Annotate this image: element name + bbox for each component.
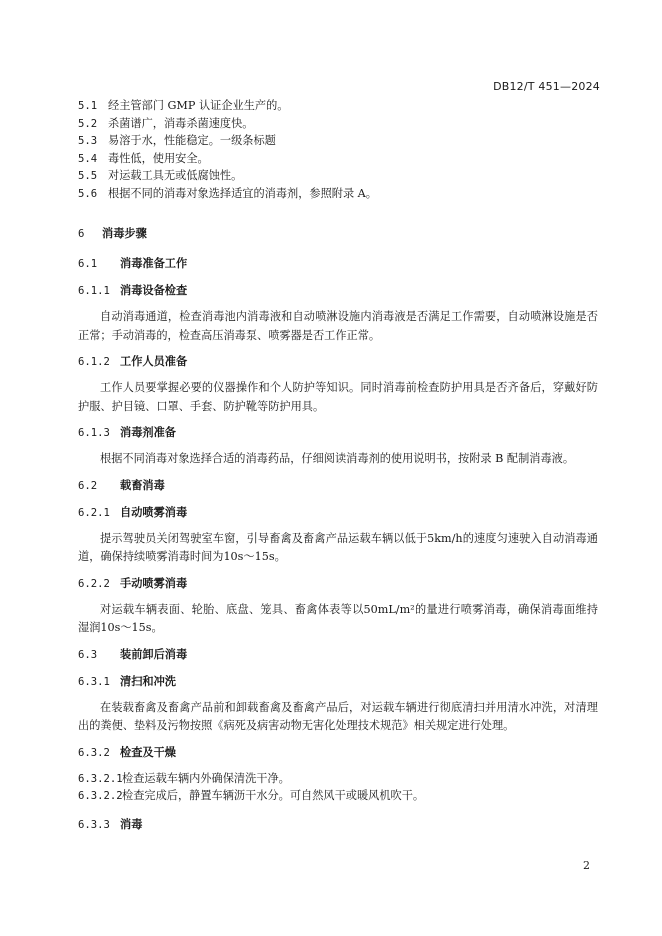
document-body — [78, 97, 598, 835]
section-6-3-3-heading — [78, 815, 598, 835]
list-item-number: 5.2 — [78, 117, 98, 130]
list-item-number: 5.1 — [78, 100, 98, 112]
heading-title: 消毒准备工作 — [120, 257, 188, 270]
heading-title: 载畜消毒 — [120, 478, 165, 492]
section-6-2-1-heading — [78, 503, 598, 523]
heading-number: 6.1.2 — [78, 356, 110, 368]
heading-number: 6.2 — [78, 479, 98, 492]
page-number: 2 — [583, 859, 590, 872]
heading-title: 清扫和冲洗 — [120, 674, 176, 688]
list-item — [78, 132, 598, 150]
section-6-1-1-heading — [78, 281, 598, 301]
list-item — [78, 150, 598, 168]
section-6-3-1-paragraph: 在装载畜禽及畜禽产品前和卸载畜禽及畜禽产品后，对运载车辆进行彻底清扫并用清水冲洗，对清理出的粪便、垫料及污物按照《病死及病害动物无害化处理技术规范》相关规定进行处理。 — [78, 700, 598, 732]
heading-title: 消毒设备检查 — [120, 284, 188, 297]
list-item-text: 毒性低，使用安全。 — [108, 151, 209, 165]
section-5-list — [78, 97, 598, 202]
list-item — [78, 185, 598, 203]
heading-number: 6.1.3 — [78, 427, 110, 439]
heading-title: 消毒 — [120, 817, 143, 831]
section-6-1-2-paragraph: 工作人员要掌握必要的仪器操作和个人防护等知识。同时消毒前检查防护用具是否齐备后，穿戴好防护服、护目镜、口罩、手套、防护靴等防护用具。 — [78, 381, 598, 413]
section-6-1-heading — [78, 254, 598, 274]
section-6-2-1-paragraph: 提示驾驶员关闭驾驶室车窗，引导畜禽及畜禽产品运载车辆以低于5km/h的速度匀速驶入自动消毒通道，确保持续喷雾消毒时间为10s～15s。 — [78, 531, 598, 563]
heading-number: 6.1.1 — [78, 285, 110, 297]
list-item — [78, 115, 598, 133]
list-item — [78, 787, 598, 805]
heading-title: 自动喷雾消毒 — [120, 505, 188, 519]
heading-number: 6 — [78, 228, 85, 240]
list-item-text: 易溶于水，性能稳定。一级条标题 — [108, 134, 276, 147]
section-6-2-heading — [78, 476, 598, 496]
list-item — [78, 97, 598, 115]
heading-number: 6.3.3 — [78, 818, 110, 831]
list-item — [78, 770, 598, 788]
list-item-text: 检查完成后，静置车辆沥干水分。可自然风干或暖风机吹干。 — [122, 789, 425, 802]
heading-number: 6.3.1 — [78, 675, 110, 688]
list-item-text: 根据不同的消毒对象选择适宜的消毒剂，参照附录 A。 — [108, 186, 377, 200]
heading-number: 6.3.2 — [78, 746, 110, 759]
list-item-text: 对运载工具无或低腐蚀性。 — [108, 169, 243, 182]
section-6-heading — [78, 224, 598, 244]
list-item-text: 杀菌谱广，消毒杀菌速度快。 — [108, 116, 254, 130]
heading-number: 6.1 — [78, 258, 98, 270]
heading-number: 6.3 — [78, 648, 98, 661]
section-6-1-2-heading — [78, 352, 598, 372]
heading-title: 手动喷雾消毒 — [120, 576, 188, 590]
section-6-3-2-heading — [78, 743, 598, 763]
document-code: DB12/T 451—2024 — [493, 80, 600, 93]
heading-title: 检查及干燥 — [120, 745, 176, 759]
section-6-3-heading — [78, 645, 598, 665]
list-item-number: 5.6 — [78, 187, 98, 200]
section-6-1-1-paragraph: 自动消毒通道，检查消毒池内消毒液和自动喷淋设施内消毒液是否满足工作需要，自动喷淋设施是否正常；手动消毒的，检查高压消毒泵、喷雾器是否工作正常。 — [78, 310, 598, 342]
heading-number: 6.2.1 — [78, 506, 110, 519]
list-item-number: 5.3 — [78, 135, 98, 147]
list-item-number: 6.3.2.2 — [78, 790, 123, 802]
section-6-2-2-heading — [78, 574, 598, 594]
heading-title: 工作人员准备 — [120, 355, 188, 368]
heading-title: 消毒步骤 — [102, 227, 147, 240]
list-item-text: 检查运载车辆内外确保清洗干净。 — [122, 771, 290, 785]
list-item-number: 5.5 — [78, 170, 98, 182]
section-6-1-3-heading — [78, 423, 598, 443]
list-item — [78, 167, 598, 185]
section-6-1-3-paragraph: 根据不同消毒对象选择合适的消毒药品，仔细阅读消毒剂的使用说明书，按附录 B 配制消毒液。 — [100, 452, 575, 465]
heading-number: 6.2.2 — [78, 577, 110, 590]
heading-title: 消毒剂准备 — [120, 426, 176, 439]
section-6-3-1-heading — [78, 672, 598, 692]
list-item-text: 经主管部门 GMP 认证企业生产的。 — [108, 99, 289, 112]
section-6-2-2-paragraph: 对运载车辆表面、轮胎、底盘、笼具、畜禽体表等以50mL/m²的量进行喷雾消毒，确保消毒面维持湿润10s～15s。 — [78, 602, 598, 634]
list-item-number: 6.3.2.1 — [78, 772, 123, 785]
heading-title: 装前卸后消毒 — [120, 647, 188, 661]
list-item-number: 5.4 — [78, 152, 98, 165]
